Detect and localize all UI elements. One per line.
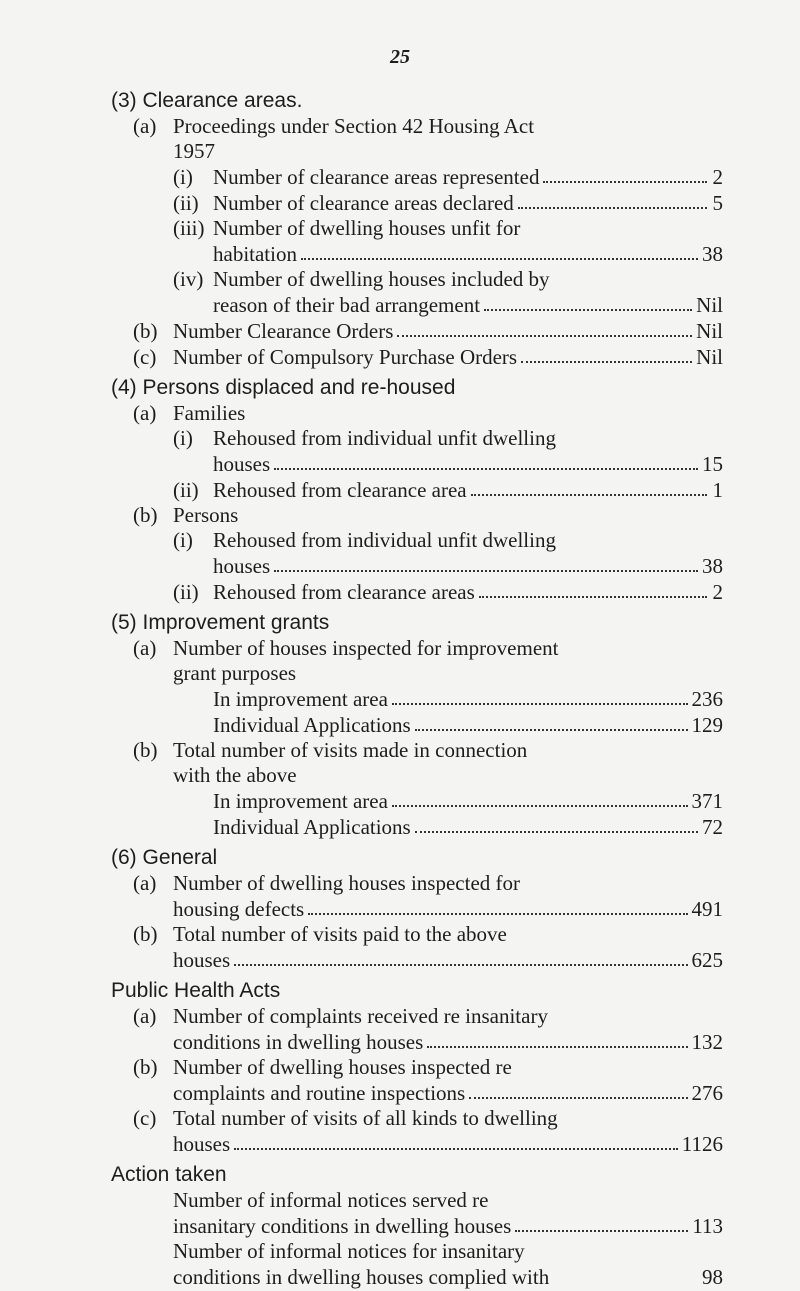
item-action-2 (173, 1239, 723, 1290)
item-text: In improvement area (213, 687, 388, 711)
item-value: Nil (696, 319, 723, 343)
dot-leader (274, 570, 698, 572)
item-text: Persons (173, 503, 239, 527)
item-text: Number of dwelling houses inspected re (173, 1055, 512, 1079)
item-text: Individual Applications (213, 713, 411, 737)
item-value: 1126 (681, 1132, 723, 1156)
item-text-cont: complaints and routine inspections (173, 1081, 466, 1105)
item-label: (iii) (173, 216, 205, 240)
item-label: (a) (133, 636, 157, 660)
item-label: (b) (133, 922, 158, 946)
dot-leader (234, 964, 687, 966)
dot-leader (469, 1097, 687, 1099)
item-text-cont: with the above (173, 763, 297, 787)
item-text: Number of clearance areas represented (213, 165, 540, 189)
item-4a-i (133, 426, 723, 477)
item-text: Number of clearance areas declared (213, 191, 514, 215)
item-text-cont: houses (173, 948, 231, 972)
item-label: (ii) (173, 478, 199, 502)
item-text: Total number of visits made in connection (173, 738, 528, 762)
item-text: Number of informal notices for insanitary (173, 1239, 525, 1263)
item-label: (a) (133, 1004, 157, 1028)
section-heading-persons-displaced: (4) Persons displaced and re-housed (111, 376, 456, 399)
dot-leader (518, 207, 707, 209)
item-3a-iii (133, 216, 723, 267)
dot-leader (392, 805, 688, 807)
item-text-cont: houses (213, 554, 271, 578)
dot-leader (484, 309, 692, 311)
item-text: Number of houses inspected for improvement (173, 636, 559, 660)
dot-leader (521, 361, 692, 363)
item-3b (133, 318, 723, 344)
item-text-cont: grant purposes (173, 661, 297, 685)
item-value: 236 (691, 687, 723, 711)
item-5a (133, 636, 723, 738)
item-text: Rehoused from clearance areas (213, 580, 475, 604)
item-4b (133, 503, 723, 528)
dot-leader (397, 335, 692, 337)
item-text: Total number of visits of all kinds to dwelling (173, 1106, 558, 1130)
item-label: (i) (173, 426, 193, 450)
dot-leader (415, 729, 688, 731)
item-5b (133, 738, 723, 840)
dot-leader (471, 494, 707, 496)
item-text-cont: houses (213, 452, 271, 476)
item-label: (iv) (173, 267, 204, 291)
item-3a (133, 114, 723, 164)
section-heading-general: (6) General (111, 846, 218, 869)
item-text: Number of complaints received re insanitary (173, 1004, 548, 1028)
item-value: 129 (691, 713, 723, 737)
item-action-1 (173, 1188, 723, 1239)
item-label: (c) (133, 1106, 157, 1130)
section-heading-action-taken: Action taken (111, 1163, 227, 1186)
item-label: (i) (173, 165, 193, 189)
item-value: 72 (702, 815, 723, 839)
item-4b-ii (133, 579, 723, 605)
item-value: 5 (712, 191, 723, 215)
item-label: (a) (133, 401, 157, 425)
item-text: Number of Compulsory Purchase Orders (173, 345, 518, 369)
section-heading-clearance-areas: (3) Clearance areas. (111, 89, 303, 112)
dot-leader (415, 831, 698, 833)
item-6a (133, 871, 723, 922)
item-label: (a) (133, 114, 157, 138)
item-label: (ii) (173, 580, 199, 604)
item-text: Number Clearance Orders (173, 319, 394, 343)
item-3a-i (133, 164, 723, 190)
item-text-cont: conditions in dwelling houses (173, 1030, 424, 1054)
item-value: 625 (691, 948, 723, 972)
dot-leader (308, 913, 687, 915)
item-value: 98 (702, 1265, 723, 1289)
item-text: Rehoused from individual unfit dwelling (213, 426, 556, 450)
item-text: Number of dwelling houses unfit for (213, 216, 521, 240)
item-pha-a (133, 1004, 723, 1055)
item-text: Rehoused from clearance area (213, 478, 467, 502)
item-text: Individual Applications (213, 815, 411, 839)
item-pha-c (133, 1106, 723, 1157)
item-value: 371 (691, 789, 723, 813)
item-4a-ii (133, 477, 723, 503)
item-label: (b) (133, 738, 158, 762)
item-value: 132 (691, 1030, 723, 1054)
page-number: 25 (390, 46, 410, 68)
item-value: 1 (712, 478, 723, 502)
item-value: 491 (691, 897, 723, 921)
dot-leader (427, 1046, 687, 1048)
item-text: Rehoused from individual unfit dwelling (213, 528, 556, 552)
section-heading-public-health-acts: Public Health Acts (111, 979, 281, 1002)
item-text-cont: 1957 (173, 139, 215, 163)
item-text-cont: insanitary conditions in dwelling houses (173, 1214, 512, 1238)
dot-leader (301, 258, 698, 260)
item-4b-i (133, 528, 723, 579)
item-value: 276 (691, 1081, 723, 1105)
item-text: Proceedings under Section 42 Housing Act (173, 114, 535, 138)
item-3a-ii (133, 190, 723, 216)
item-text-cont: reason of their bad arrangement (213, 293, 481, 317)
item-pha-b (133, 1055, 723, 1106)
item-value: 2 (712, 165, 723, 189)
item-text-cont: conditions in dwelling houses complied with (173, 1265, 550, 1289)
dot-leader (392, 703, 688, 705)
item-label: (b) (133, 503, 158, 527)
item-text: Number of dwelling houses inspected for (173, 871, 521, 895)
item-value: 38 (702, 554, 723, 578)
report-body (111, 88, 723, 1290)
dot-leader (543, 181, 707, 183)
dot-leader (274, 468, 698, 470)
item-3a-iv (133, 267, 723, 318)
item-text-cont: housing defects (173, 897, 305, 921)
item-text: In improvement area (213, 789, 388, 813)
item-value: 113 (692, 1214, 723, 1238)
section-heading-improvement-grants: (5) Improvement grants (111, 611, 330, 634)
item-value: 15 (702, 452, 723, 476)
item-label: (a) (133, 871, 157, 895)
item-value: 38 (702, 242, 723, 266)
item-text: Number of informal notices served re (173, 1188, 489, 1212)
item-3c (133, 344, 723, 370)
item-4a (133, 401, 723, 426)
item-text-cont: houses (173, 1132, 231, 1156)
item-label: (c) (133, 345, 157, 369)
item-text: Total number of visits paid to the above (173, 922, 507, 946)
item-value: Nil (696, 345, 723, 369)
item-text-cont: habitation (213, 242, 297, 266)
item-value: 2 (712, 580, 723, 604)
item-label: (b) (133, 319, 158, 343)
item-6b (133, 922, 723, 973)
item-label: (b) (133, 1055, 158, 1079)
dot-leader (515, 1230, 688, 1232)
item-text: Number of dwelling houses included by (213, 267, 550, 291)
dot-leader (479, 596, 707, 598)
item-label: (ii) (173, 191, 199, 215)
item-label: (i) (173, 528, 193, 552)
item-value: Nil (696, 293, 723, 317)
item-text: Families (173, 401, 246, 425)
dot-leader (234, 1148, 678, 1150)
